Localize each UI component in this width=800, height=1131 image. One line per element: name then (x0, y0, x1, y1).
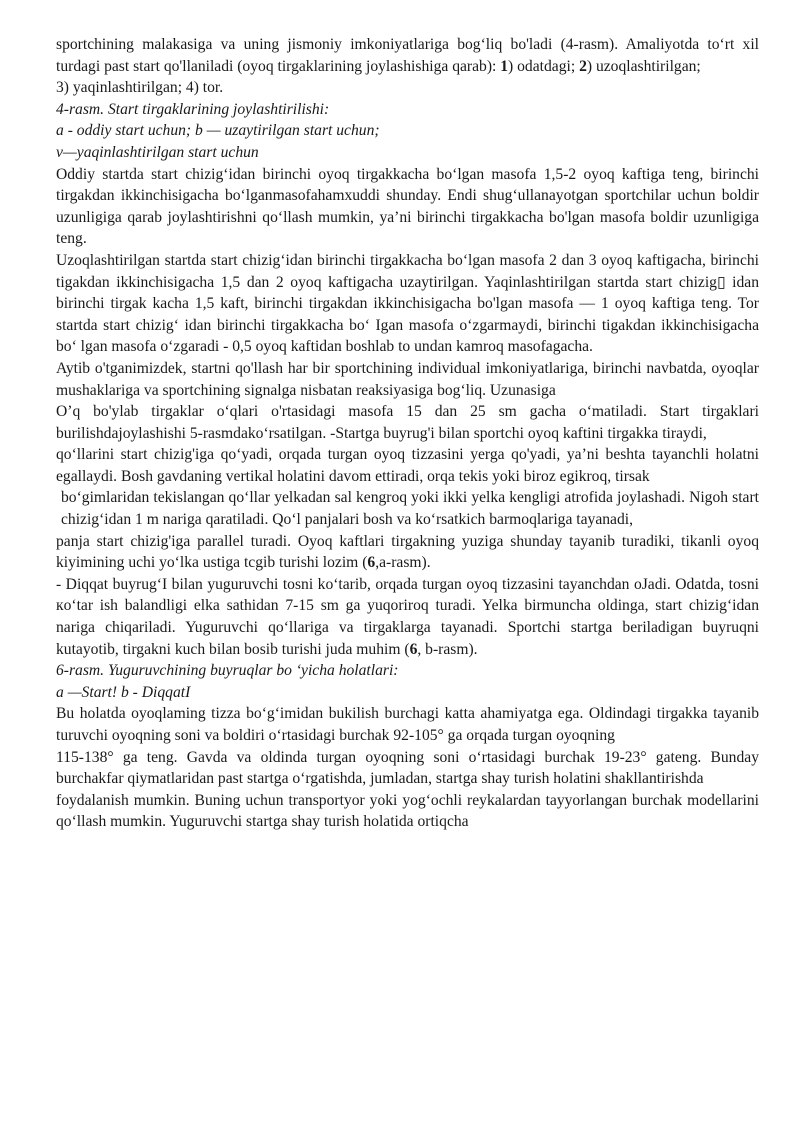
text-run: , b-rasm). (417, 640, 478, 658)
paragraph-start-types: 3) yaqinlashtirilgan; 4) tor. (56, 79, 224, 97)
figure-caption-6: 6-rasm. Yuguruvchining buyruqlar bo ‘yicha holatlari: (56, 662, 399, 680)
paragraph-ordinary-start: Oddiy startda start chizig‘idan birinchi oyoq tirgakkacha bo‘lgan masofa 1,5-2 oyoq kaftiga teng, birinchi tirgakdan ikkinchisigacha bo‘lganmasofahamxuddi shunday. Endi shug‘ullanayotgan sportchilar uchun boldir uzunligiga qarab joylashtirishni qo‘llash mumkin, ya’ni birinchi tirgakkacha bo'lgan masofa boldir uzunligiga teng. (56, 165, 759, 248)
figure-caption-4: 4-rasm. Start tirgaklarining joylashtirilishi: (56, 100, 330, 118)
figure-caption-4-ab: a - oddiy start uchun; b — uzaytirilgan start uchun; (56, 122, 380, 140)
text-run: ) odatdagi; (508, 57, 580, 75)
paragraph-intro (56, 34, 759, 77)
paragraph-models: foydalanish mumkin. Buning uchun transportyor yoki yog‘ochli reykalardan tayyorlangan burchak modellarini qo‘llash mumkin. Yuguruvchi startga shay turish holatida ortiqcha (56, 791, 759, 831)
text-run: panja start chizig'iga parallel turadi. Oyoq kaftlari tirgakning yuziga shunday tayanib turadiki, tikanli oyoq kiyimining uchi yo‘lka ustiga tcgib turishi lozim ( (56, 532, 759, 572)
bold-number: 1 (500, 57, 509, 75)
paragraph-elbows: bo‘gimlaridan tekislangan qo‘llar yelkadan sal kengroq yoki ikki yelka kengligi atrofida joylashadi. Nigoh start chizig‘idan 1 m nariga qaratiladi. Qo‘l panjalari bosh va ko‘rsatkich barmoqlariga tayanadi, (61, 489, 759, 529)
text-run: sportchining malakasiga va uning jismoniy imkoniyatlariga bog‘liq bo'ladi (4-rasm). Amaliyotda to‘rt xil turdagi past start qo'llaniladi (oyoq tirgaklarining joylashishiga qarab): (56, 36, 759, 75)
bold-number: 6 (367, 554, 376, 572)
bold-number: 2 (579, 57, 587, 75)
paragraph-knee-angle: Bu holatda oyoqlaming tizza bo‘g‘imidan bukilish burchagi katta ahamiyatga ega. Oldindagi tirgakka tayanib turuvchi oyoqning soni va boldiri o‘rtasidagi burchak 92-105° ga orqada turgan oyoqning (56, 705, 759, 744)
paragraph-axis-distance: O’q bo'ylab tirgaklar o‘qlari o'rtasidagi masofa 15 dan 25 sm gacha o‘matiladi. Start tirgaklari burilishdajoylashishi 5-rasmdako‘rsatilgan. -Startga buyrug'i bilan sportchi oyoq kaftini tirgakka tiraydi, (56, 403, 759, 442)
paragraph-individual: Aytib o'tganimizdek, startni qo'llash har bir sportchining individual imkoniyatlariga, birinchi navbatda, oyoqlar mushaklariga va sportchining signalga nisbatan reaksiyasiga bog‘liq. Uzunasiga (56, 359, 759, 399)
text-run: ,a-rasm). (375, 554, 431, 572)
paragraph-attention (56, 574, 759, 660)
text-run: ) uzoqlashtirilgan; (586, 57, 701, 75)
paragraph-feet (56, 531, 759, 574)
figure-caption-6-ab: a —Start! b - DiqqatI (56, 683, 191, 701)
paragraph-extended-start: Uzoqlashtirilgan startda start chizig‘idan birinchi tirgakkacha bo‘lgan masofa 2 dan 3 oyoq kaftigacha, birinchi tigakdan ikkinchisigacha 1,5 dan 2 oyoq kaftigacha uzaytirilgan. Yaqinlashtirilgan startda start chizig▯ idan birinchi tirgak kacha 1,5 kaft, birinchi tirgakdan ikkinchisigacha bo'lgan masofa — 1 oyoq kaftiga teng. Tor startda start chizig‘ idan birinchi tirgakkacha bo‘ Igan masofa o‘zgarmaydi, birinchi tigakdan ikkinchisigacha bo‘ lgan masofa o‘zgaradi - 0,5 oyoq kaftidan boshlab to undan kamroq masofagacha. (56, 251, 759, 356)
bold-number: 6 (409, 640, 418, 658)
figure-caption-4-v: v—yaqinlashtirilgan start uchun (56, 143, 259, 161)
paragraph-angle-values: 115-138° ga teng. Gavda va oldinda turgan oyoqning soni o‘rtasidagi burchak 19-23° gateng. Bunday burchakfar qiymatlaridan past startga o‘rgatishda, jumladan, startga shay turish holatini shakllantirishda (56, 748, 759, 788)
paragraph-hands-placement: qo‘llarini start chizig'iga qo‘yadi, orqada turgan oyoq tizzasini yerga qo'yadi, ya’ni beshta tayanchli holatni egallaydi. Bosh gavdaning vertikal holatini davom ettiradi, orqa tekis yoki biroz egikroq, tirsak (56, 446, 759, 485)
text-run: - Diqqat buyrug‘I bilan yuguruvchi tosni ko‘tarib, orqada turgan oyoq tizzasini tayanchdan oJadi. Odatda, tosni кo‘tar ish balandligi elka sathidan 7-15 sm ga yuqoriroq turadi. Yelka birmuncha oldinga, start chizig‘idan nariga chiqariladi. Yuguruvchi qo‘llariga va tirgaklarga tayanadi. Sportchi startga beriladigan buyruqni kutayotib, tirgakni kuch bilan bosib turishi juda muhim ( (56, 575, 759, 658)
